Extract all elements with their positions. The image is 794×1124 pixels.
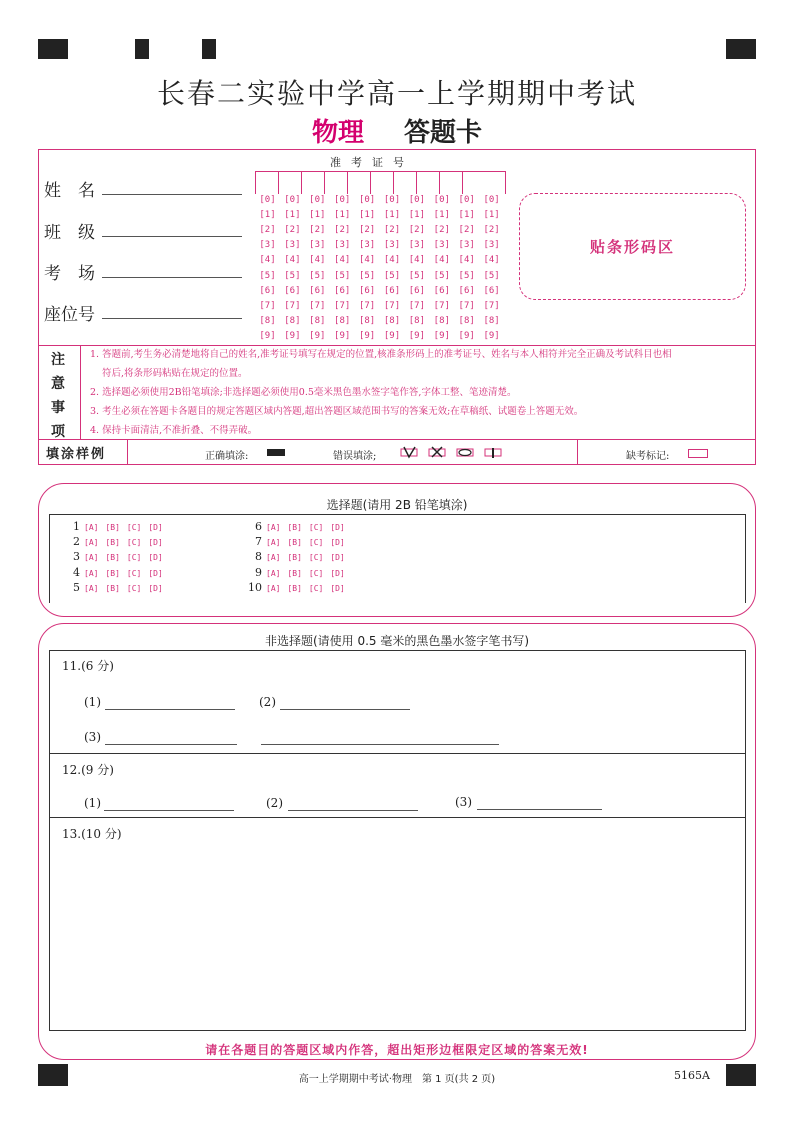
wrong-fill-label: 错误填涂; [333,451,377,462]
q11-label: 11.(6 分) [62,659,114,673]
exam-id-bubble[interactable]: [2] [309,225,326,236]
mcq-option-bubble[interactable]: [A] [84,568,99,578]
exam-id-bubble[interactable]: [3] [284,240,301,251]
mcq-row [66,581,170,594]
mcq-option-bubble[interactable]: [B] [105,553,120,563]
q12-blank1-label: (1) [84,796,101,810]
notice-item: 3. 考生必须在答题卡各题目的规定答题区域内答题,超出答题区域范围书写的答案无效;在草稿纸、试题卷上答题无效。 [90,406,584,417]
mcq-option-bubble[interactable]: [C] [126,568,142,578]
q12-label: 12.(9 分) [62,763,114,777]
exam-id-box[interactable] [347,172,370,194]
exam-id-bubble[interactable]: [6] [383,285,401,296]
exam-id-bubble[interactable]: [5] [309,270,326,281]
exam-id-bubble[interactable]: [2] [259,225,276,236]
exam-id-bubble[interactable]: [0] [433,195,450,205]
exam-id-bubble[interactable]: [6] [284,285,301,296]
exam-id-bubble[interactable]: [4] [408,255,426,266]
exam-id-bubble[interactable]: [3] [483,240,500,251]
exam-id-bubble[interactable]: [4] [483,255,500,266]
notice-list [90,345,756,440]
room-label: 考 场 [44,264,95,284]
exam-id-box[interactable] [370,172,393,194]
fill-sample-split [127,439,128,465]
exam-id-bubble[interactable]: [8] [358,315,376,326]
exam-id-box[interactable] [324,172,347,194]
exam-id-bubble[interactable]: [6] [433,285,450,296]
exam-id-bubble[interactable]: [4] [259,255,276,266]
q11-blank1-label: (1) [84,695,101,709]
exam-id-bubble[interactable]: [2] [358,225,376,236]
notice-item: 符后,将条形码粘贴在规定的位置。 [102,368,248,379]
mcq-option-bubble[interactable]: [A] [84,553,99,563]
exam-id-bubble[interactable]: [5] [458,270,475,281]
exam-title: 长春二实验中学高一上学期期中考试 [156,77,637,110]
exam-id-box[interactable] [301,172,324,194]
mcq-row [66,535,170,548]
exam-id-bubble[interactable]: [8] [259,315,276,326]
exam-id-bubble[interactable]: [9] [483,330,500,341]
exam-id-bubble[interactable]: [2] [284,225,301,236]
exam-id-box[interactable] [439,172,462,194]
exam-id-bubble[interactable]: [2] [458,225,475,236]
form-code: 5165A [674,1069,710,1082]
exam-id-bubble[interactable]: [9] [408,330,426,341]
mcq-question-number: 5 [73,580,80,594]
exam-id-bubble[interactable]: [1] [433,210,450,221]
room-field[interactable] [102,276,242,278]
exam-id-bubble[interactable]: [9] [309,330,326,341]
card-label: 答题卡 [404,118,483,148]
exam-id-bubble[interactable]: [7] [259,300,276,311]
mcq-option-bubble[interactable]: [D] [148,583,163,593]
exam-id-bubble[interactable]: [1] [259,210,276,221]
fill-sample-split-right [577,439,578,465]
name-field[interactable] [102,193,242,195]
mcq-option-bubble[interactable]: [C] [126,538,142,548]
exam-id-bubble[interactable]: [7] [334,300,351,311]
exam-id-bubble[interactable]: [6] [334,285,351,296]
free-title: 非选择题(请使用 0.5 毫米的黑色墨水签字笔书写) [264,634,530,648]
mcq-option-bubble[interactable]: [B] [287,538,302,548]
q11-blank1[interactable] [105,708,235,710]
exam-id-bubble[interactable]: [8] [309,315,326,326]
exam-id-bubble[interactable]: [2] [408,225,426,236]
exam-id-bubble[interactable]: [3] [309,240,326,251]
exam-id-bubble[interactable]: [0] [383,195,401,205]
mcq-question-number: 1 [73,520,80,533]
exam-id-box[interactable] [255,172,278,194]
exam-id-bubble[interactable]: [0] [483,195,500,205]
exam-id-bubble[interactable]: [3] [259,240,276,251]
exam-id-bubble[interactable]: [4] [458,255,475,266]
mcq-option-bubble[interactable]: [A] [84,583,99,593]
exam-id-bubble[interactable]: [0] [259,195,276,205]
notice-item: 2. 选择题必须使用2B铅笔填涂;非选择题必须使用0.5毫米黑色墨水签字笔作答,字体工整、笔迹清楚。 [90,387,517,398]
mcq-title: 选择题(请用 2B 铅笔填涂) [326,498,468,512]
mcq-row [66,550,170,563]
exam-id-bubble[interactable]: [1] [383,210,401,221]
mcq-option-bubble[interactable]: [A] [266,553,281,563]
q12-blank2[interactable] [288,809,418,811]
mcq-row [248,566,352,579]
q13-answer-area[interactable] [50,845,745,1029]
exam-id-bubble[interactable]: [4] [334,255,351,266]
exam-id-bubble[interactable]: [1] [334,210,351,221]
exam-id-bubble[interactable]: [3] [408,240,426,251]
q11-blank3-label: (3) [84,730,101,744]
fill-sample-label: 填涂样例 [46,447,107,462]
mcq-question-number: 8 [255,550,262,564]
exam-id-bubble[interactable]: [5] [433,270,450,281]
exam-id-bubble[interactable]: [6] [483,285,500,296]
mcq-option-bubble[interactable]: [C] [126,553,142,563]
mcq-option-bubble[interactable]: [A] [266,568,281,578]
exam-id-bubble[interactable]: [2] [433,225,450,236]
exam-id-bubble[interactable]: [1] [309,210,326,221]
exam-id-bubble[interactable]: [8] [458,315,475,326]
mcq-option-bubble[interactable]: [B] [287,553,302,563]
mcq-option-bubble[interactable]: [D] [330,568,345,578]
exam-id-bubble[interactable]: [9] [284,330,301,341]
mcq-option-bubble[interactable]: [A] [84,523,99,532]
mcq-question-number: 7 [255,535,262,549]
page-info: 高一上学期期中考试·物理 第 1 页(共 2 页) [298,1074,496,1085]
mcq-question-number: 2 [73,535,80,549]
mcq-row [66,520,170,533]
exam-id-bubble[interactable]: [9] [334,330,351,341]
timing-mark [202,39,216,59]
notice-item: 4. 保持卡面清洁,不准折叠、不得弄破。 [90,425,258,436]
exam-id-bubble[interactable]: [7] [408,300,426,311]
barcode-area [519,193,746,300]
exam-id-bubble[interactable]: [4] [309,255,326,266]
exam-id-label: 准考证号 [330,156,414,169]
exam-id-bubble[interactable]: [3] [358,240,376,251]
exam-id-bubble[interactable]: [5] [408,270,426,281]
mcq-option-bubble[interactable]: [C] [308,583,324,593]
mcq-question-number: 4 [73,565,80,579]
mcq-option-bubble[interactable]: [B] [105,568,120,578]
name-label: 姓 名 [44,181,95,201]
notice-title-divider [80,345,81,439]
fill-sample-divider [38,439,756,440]
notice-title: 注 意 事 项 [51,352,65,440]
absent-mark-label: 缺考标记: [626,451,670,462]
exam-id-bubble[interactable]: [0] [458,195,475,205]
exam-id-bubble[interactable]: [3] [334,240,351,251]
mcq-option-bubble[interactable]: [B] [105,583,120,593]
exam-id-bubble[interactable]: [2] [483,225,500,236]
exam-id-bubble[interactable]: [4] [284,255,301,266]
exam-id-bubble[interactable]: [9] [358,330,376,341]
q13-label: 13.(10 分) [62,827,122,841]
exam-id-bubble[interactable]: [3] [458,240,475,251]
exam-id-box[interactable] [393,172,416,194]
exam-id-bubble[interactable]: [6] [259,285,276,296]
exam-id-bubble[interactable]: [7] [284,300,301,311]
mcq-option-bubble[interactable]: [D] [330,553,345,563]
mcq-question-number: 9 [255,565,262,579]
exam-id-bubble[interactable]: [7] [358,300,376,311]
mcq-question-number: 10 [248,580,262,594]
notice-item: 1. 答题前,考生务必清楚地将自己的姓名,准考证号填写在规定的位置,核准条形码上的准考证号、姓名与本人相符并完全正确及考试科目也相 [90,349,672,360]
q11-q12-divider [49,753,746,754]
correct-fill-example [267,449,285,456]
exam-id-bubble[interactable]: [0] [334,195,351,205]
mcq-option-bubble[interactable]: [A] [266,538,281,548]
exam-id-bubble[interactable]: [1] [408,210,426,221]
seat-field[interactable] [102,317,242,319]
mcq-option-bubble[interactable]: [D] [330,583,345,593]
exam-id-bubble[interactable]: [0] [284,195,301,205]
exam-id-bubble[interactable]: [7] [483,300,500,311]
exam-id-bubble[interactable]: [8] [433,315,450,326]
exam-id-bubble[interactable]: [9] [433,330,450,341]
mcq-row [66,566,170,579]
exam-id-bubble[interactable]: [9] [458,330,475,341]
timing-mark [135,39,149,59]
exam-id-bubble[interactable]: [6] [309,285,326,296]
exam-id-bubble[interactable]: [7] [309,300,326,311]
subject-name: 物理 [311,118,364,148]
exam-id-bubble[interactable]: [8] [284,315,301,326]
exam-id-bubble[interactable]: [7] [383,300,401,311]
exam-id-bubble[interactable]: [6] [458,285,475,296]
mcq-option-bubble[interactable]: [D] [148,538,163,548]
wrong-fill-examples [400,444,510,464]
exam-id-bubble[interactable]: [4] [358,255,376,266]
exam-id-box[interactable] [462,172,485,194]
mcq-option-bubble[interactable]: [B] [105,538,120,548]
mcq-option-bubble[interactable]: [D] [148,568,163,578]
timing-mark [726,39,756,59]
exam-id-bubble[interactable]: [8] [408,315,426,326]
mcq-option-bubble[interactable]: [C] [308,538,324,548]
mcq-option-bubble[interactable]: [C] [126,523,142,532]
exam-id-box[interactable] [278,172,301,194]
q11-blank4[interactable] [261,743,499,745]
card-title [0,112,794,149]
exam-id-bubble[interactable]: [5] [483,270,500,281]
mcq-option-bubble[interactable]: [C] [308,553,324,563]
exam-id-bubble[interactable]: [1] [358,210,376,221]
q11-blank2-label: (2) [259,695,276,709]
exam-id-bubble[interactable]: [9] [383,330,401,341]
mcq-option-bubble[interactable]: [D] [330,523,345,532]
exam-id-box[interactable] [416,172,439,194]
q12-blank3-label: (3) [455,795,472,809]
exam-id-bubble[interactable]: [5] [334,270,351,281]
mcq-option-bubble[interactable]: [D] [148,553,163,563]
exam-id-bubble[interactable]: [7] [458,300,475,311]
q12-blank1[interactable] [104,809,234,811]
class-label: 班 级 [44,223,95,243]
q11-blank2[interactable] [280,708,410,710]
exam-id-bubble[interactable]: [2] [383,225,401,236]
mcq-option-bubble[interactable]: [C] [126,583,142,593]
exam-id-bubble[interactable]: [4] [433,255,450,266]
mcq-row [248,520,352,533]
exam-id-bubble[interactable]: [6] [358,285,376,296]
barcode-label: 贴条形码区 [589,238,675,256]
mcq-option-bubble[interactable]: [D] [148,523,163,532]
mcq-row [248,535,352,548]
exam-id-bubble[interactable]: [8] [483,315,500,326]
q12-blank3[interactable] [477,808,602,810]
exam-id-bubble[interactable]: [1] [483,210,500,221]
mcq-option-bubble[interactable]: [B] [105,523,120,532]
footer-warning: 请在各题目的答题区域内作答，超出矩形边框限定区域的答案无效! [205,1043,589,1057]
exam-id-bubble[interactable]: [6] [408,285,426,296]
q11-blank3[interactable] [105,743,237,745]
class-field[interactable] [102,235,242,237]
correct-fill-label: 正确填涂: [205,451,249,462]
mcq-option-bubble[interactable]: [B] [287,583,302,593]
mcq-row [248,581,352,594]
exam-id-bubble[interactable]: [0] [408,195,426,205]
exam-id-bubble[interactable]: [5] [259,270,276,281]
exam-id-bubble[interactable]: [1] [284,210,301,221]
exam-id-bubble[interactable]: [8] [383,315,401,326]
mcq-option-bubble[interactable]: [B] [287,523,302,532]
exam-id-bubble[interactable]: [5] [284,270,301,281]
mcq-option-bubble[interactable]: [C] [308,523,324,532]
mcq-option-bubble[interactable]: [C] [308,568,324,578]
mcq-option-bubble[interactable]: [A] [266,523,281,532]
mcq-option-bubble[interactable]: [D] [330,538,345,548]
q12-q13-divider [49,817,746,818]
exam-id-bubble[interactable]: [5] [383,270,401,281]
exam-id-bubble[interactable]: [9] [259,330,276,341]
exam-id-bubble[interactable]: [2] [334,225,351,236]
mcq-option-bubble[interactable]: [A] [266,583,281,593]
seat-label: 座位号 [44,305,95,325]
absent-mark-box[interactable] [688,449,708,458]
mcq-option-bubble[interactable]: [A] [84,538,99,548]
exam-id-bubble[interactable]: [5] [358,270,376,281]
exam-id-bubble[interactable]: [0] [358,195,376,205]
mcq-question-number: 6 [255,520,262,533]
q12-blank2-label: (2) [266,796,283,810]
exam-id-bubble[interactable]: [7] [433,300,450,311]
mcq-option-bubble[interactable]: [B] [287,568,302,578]
exam-id-bubble[interactable]: [3] [433,240,450,251]
mcq-question-number: 3 [73,550,80,564]
exam-id-bubble[interactable]: [0] [309,195,326,205]
exam-id-bubble[interactable]: [3] [383,240,401,251]
mcq-row [248,550,352,563]
exam-id-bubble[interactable]: [8] [334,315,351,326]
exam-id-bubble[interactable]: [4] [383,255,401,266]
timing-mark [38,39,68,59]
exam-id-boxes [255,171,506,194]
exam-id-bubble[interactable]: [1] [458,210,475,221]
